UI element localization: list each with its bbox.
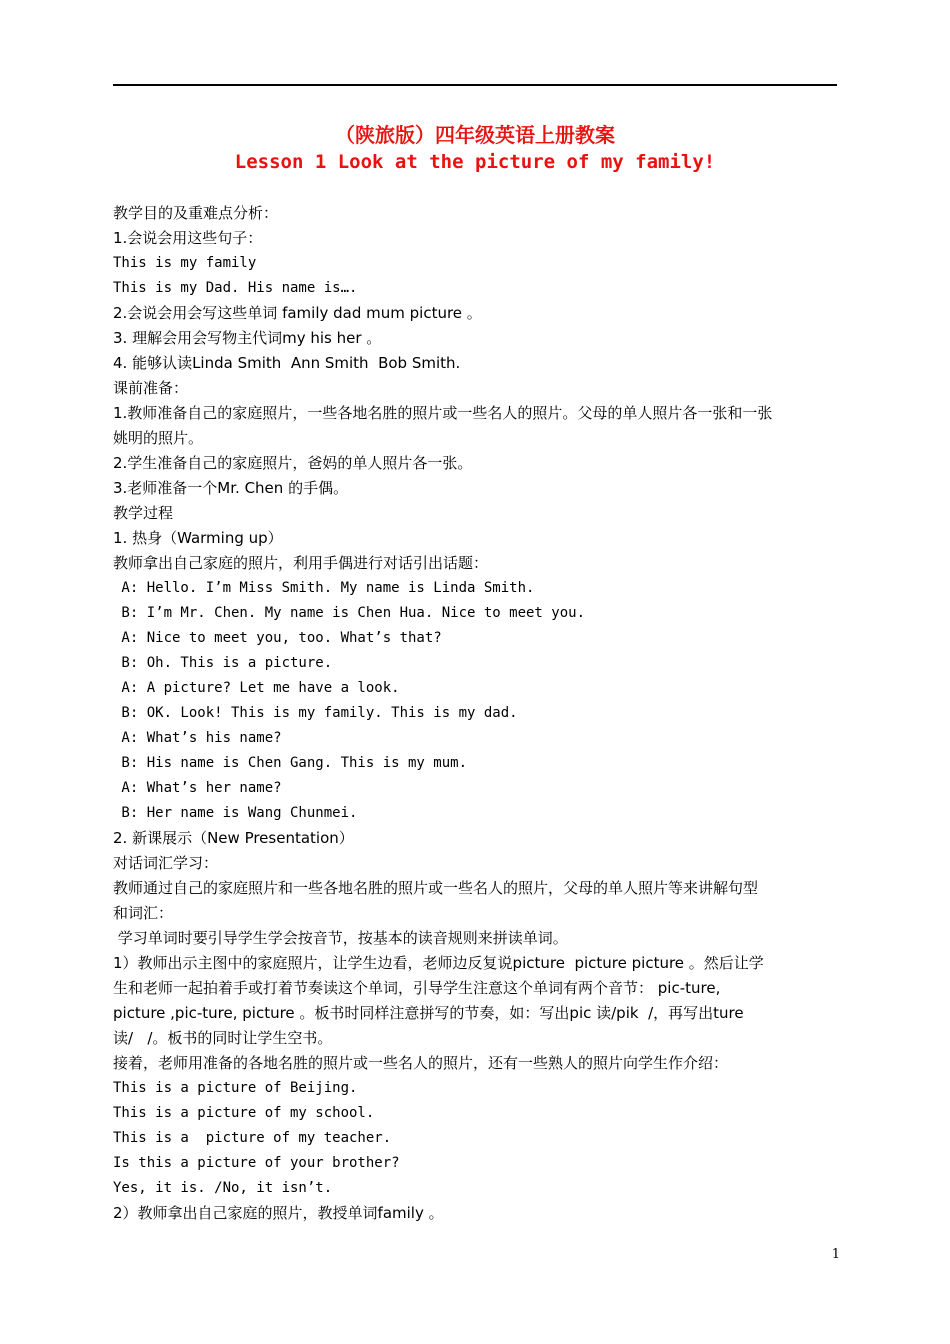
text-line: 3. 理解会用会写物主代词my his her 。 [113, 329, 382, 347]
text-line: 课前准备： [113, 379, 189, 397]
text-line: 2）教师拿出自己家庭的照片，教授单词family 。 [113, 1204, 444, 1222]
text-line: 对话词汇学习： [113, 854, 219, 872]
text-line: 2.会说会用会写这些单词 family dad mum picture 。 [113, 304, 482, 322]
text-line: 1）教师出示主图中的家庭照片，让学生边看，老师边反复说picture picture picture 。然后让学 [113, 954, 764, 972]
text-line: A: Nice to meet you, too. What’s that? [113, 630, 442, 646]
text-line: 接着，老师用准备的各地名胜的照片或一些名人的照片，还有一些熟人的照片向学生作介绍： [113, 1054, 729, 1072]
title-chinese: （陕旅版）四年级英语上册教案 [335, 123, 615, 147]
text-line: picture ,pic-ture, picture 。板书时同样注意拼写的节奏，如：写出pic 读/pik /，再写出ture [113, 1004, 744, 1022]
text-line: Is this a picture of your brother? [113, 1155, 400, 1171]
text-line: 读/ /。板书的同时让学生空书。 [113, 1029, 333, 1047]
text-line: 生和老师一起拍着手或打着节奏读这个单词，引导学生注意这个单词有两个音节： pic-ture, [113, 979, 721, 997]
text-line: This is my family [113, 255, 257, 271]
document-body [113, 201, 841, 1226]
text-line: A: What’s his name? [113, 730, 282, 746]
header-rule [113, 84, 837, 86]
text-line: A: A picture? Let me have a look. [113, 680, 400, 696]
text-line: 教师拿出自己家庭的照片，利用手偶进行对话引出话题： [113, 554, 489, 572]
text-line: 和词汇： [113, 904, 174, 922]
document-title [113, 122, 837, 176]
text-line: B: Oh. This is a picture. [113, 655, 333, 671]
text-line: 教师通过自己的家庭照片和一些各地名胜的照片或一些名人的照片，父母的单人照片等来讲解句型 [113, 879, 759, 897]
text-line: B: Her name is Wang Chunmei. [113, 805, 358, 821]
text-line: B: OK. Look! This is my family. This is my dad. [113, 705, 518, 721]
text-line: Yes, it is. /No, it isn’t. [113, 1180, 333, 1196]
text-line: This is my Dad. His name is…. [113, 280, 358, 296]
text-line: 教学目的及重难点分析： [113, 204, 279, 222]
text-line: A: What’s her name? [113, 780, 282, 796]
text-line: This is a picture of Beijing. [113, 1080, 358, 1096]
text-line: 1.会说会用这些句子： [113, 229, 263, 247]
text-line: 2.学生准备自己的家庭照片，爸妈的单人照片各一张。 [113, 454, 473, 472]
text-line: B: I’m Mr. Chen. My name is Chen Hua. Nice to meet you. [113, 605, 586, 621]
text-line: 3.老师准备一个Mr. Chen 的手偶。 [113, 479, 349, 497]
text-line: This is a picture of my school. [113, 1105, 375, 1121]
page-number: 1 [831, 1247, 840, 1262]
title-english: Lesson 1 Look at the picture of my family! [234, 151, 716, 173]
text-line: 学习单词时要引导学生学会按音节，按基本的读音规则来拼读单词。 [113, 929, 568, 947]
text-line: 4. 能够认读Linda Smith Ann Smith Bob Smith. [113, 354, 461, 372]
text-line: 姚明的照片。 [113, 429, 204, 447]
text-line: B: His name is Chen Gang. This is my mum. [113, 755, 468, 771]
text-line: 1. 热身（Warming up） [113, 529, 283, 547]
text-line: 1.教师准备自己的家庭照片，一些各地名胜的照片或一些名人的照片。父母的单人照片各一张和一张 [113, 404, 773, 422]
text-line: A: Hello. I’m Miss Smith. My name is Linda Smith. [113, 580, 535, 596]
text-line: 教学过程 [113, 504, 174, 522]
text-line: This is a picture of my teacher. [113, 1130, 392, 1146]
text-line: 2. 新课展示（New Presentation） [113, 829, 354, 847]
